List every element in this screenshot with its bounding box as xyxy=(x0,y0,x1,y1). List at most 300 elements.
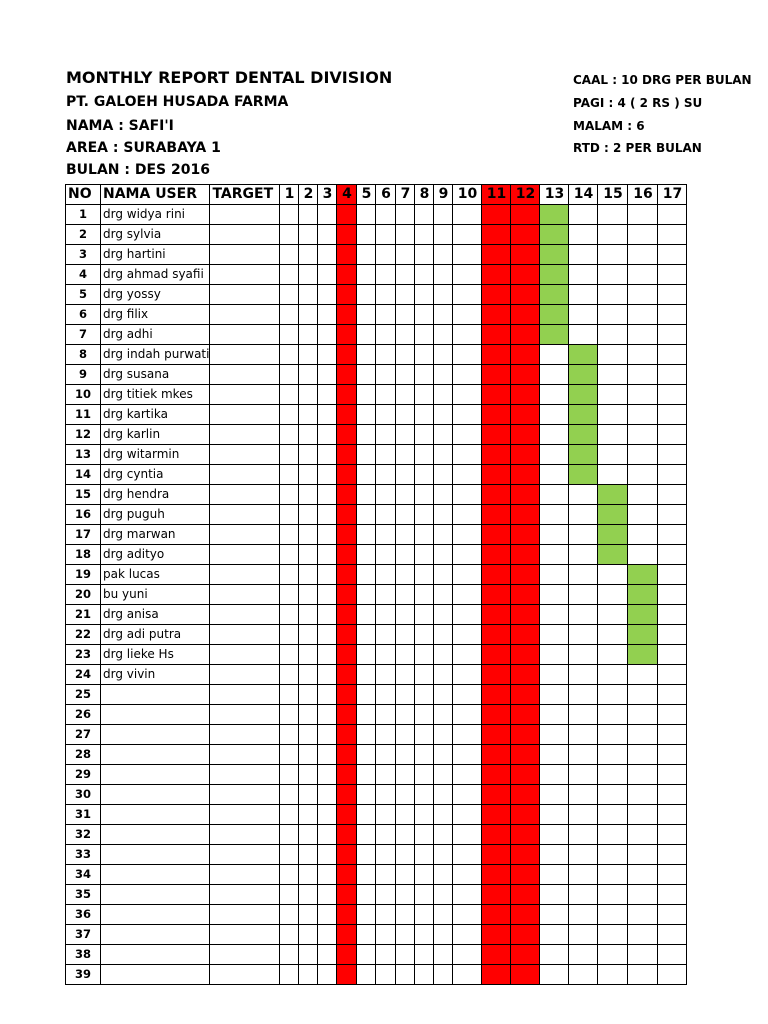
visit-cell xyxy=(540,285,569,305)
day-cell xyxy=(280,765,299,785)
day-cell xyxy=(357,285,376,305)
day-cell xyxy=(598,905,628,925)
row-number: 5 xyxy=(66,285,101,305)
user-name-cell: drg marwan xyxy=(101,525,210,545)
day-cell xyxy=(598,385,628,405)
day-cell xyxy=(299,325,318,345)
user-name-cell xyxy=(101,725,210,745)
day-cell xyxy=(376,645,396,665)
row-number: 8 xyxy=(66,345,101,365)
day-cell xyxy=(628,925,658,945)
day-cell xyxy=(453,425,482,445)
day-cell xyxy=(318,585,337,605)
day-cell xyxy=(434,485,453,505)
day-cell xyxy=(415,885,434,905)
holiday-cell xyxy=(511,305,540,325)
day-cell xyxy=(540,345,569,365)
day-cell xyxy=(299,265,318,285)
row-number: 18 xyxy=(66,545,101,565)
day-cell xyxy=(357,805,376,825)
day-cell xyxy=(396,725,415,745)
user-name-cell: drg anisa xyxy=(101,605,210,625)
day-cell xyxy=(396,325,415,345)
day-cell xyxy=(628,325,658,345)
day-cell xyxy=(628,785,658,805)
day-cell xyxy=(434,885,453,905)
day-cell xyxy=(453,805,482,825)
target-cell xyxy=(210,625,280,645)
holiday-cell xyxy=(337,445,357,465)
day-cell xyxy=(569,325,598,345)
holiday-cell xyxy=(337,845,357,865)
day-cell xyxy=(376,305,396,325)
day-cell xyxy=(569,685,598,705)
day-cell xyxy=(280,385,299,405)
user-name-cell: bu yuni xyxy=(101,585,210,605)
day-cell xyxy=(415,245,434,265)
day-cell xyxy=(415,285,434,305)
day-cell xyxy=(628,845,658,865)
holiday-cell xyxy=(511,865,540,885)
day-cell xyxy=(453,905,482,925)
col-header-day: 13 xyxy=(540,185,569,205)
day-cell xyxy=(376,285,396,305)
day-cell xyxy=(318,525,337,545)
table-row xyxy=(66,645,687,665)
pagi-target: PAGI : 4 ( 2 RS ) SU xyxy=(573,96,703,110)
holiday-cell xyxy=(482,705,511,725)
visit-cell xyxy=(569,425,598,445)
day-cell xyxy=(434,605,453,625)
table-row xyxy=(66,625,687,645)
day-cell xyxy=(598,425,628,445)
company-name: PT. GALOEH HUSADA FARMA xyxy=(66,94,289,110)
holiday-cell xyxy=(511,405,540,425)
day-cell xyxy=(376,445,396,465)
day-cell xyxy=(434,785,453,805)
day-cell xyxy=(299,945,318,965)
day-cell xyxy=(396,905,415,925)
holiday-cell xyxy=(511,785,540,805)
day-cell xyxy=(299,605,318,625)
day-cell xyxy=(299,485,318,505)
day-cell xyxy=(280,825,299,845)
day-cell xyxy=(569,265,598,285)
day-cell xyxy=(376,785,396,805)
col-header-day: 7 xyxy=(396,185,415,205)
day-cell xyxy=(540,905,569,925)
day-cell xyxy=(453,245,482,265)
day-cell xyxy=(598,825,628,845)
holiday-cell xyxy=(482,605,511,625)
table-row xyxy=(66,485,687,505)
day-cell xyxy=(453,785,482,805)
day-cell xyxy=(415,405,434,425)
day-cell xyxy=(658,725,687,745)
day-cell xyxy=(299,365,318,385)
holiday-cell xyxy=(482,905,511,925)
row-number: 22 xyxy=(66,625,101,645)
day-cell xyxy=(434,425,453,445)
holiday-cell xyxy=(511,885,540,905)
day-cell xyxy=(658,605,687,625)
day-cell xyxy=(434,685,453,705)
visit-cell xyxy=(540,305,569,325)
day-cell xyxy=(376,405,396,425)
row-number: 34 xyxy=(66,865,101,885)
target-cell xyxy=(210,785,280,805)
row-number: 30 xyxy=(66,785,101,805)
row-number: 37 xyxy=(66,925,101,945)
day-cell xyxy=(396,745,415,765)
row-number: 16 xyxy=(66,505,101,525)
target-cell xyxy=(210,825,280,845)
day-cell xyxy=(658,445,687,465)
day-cell xyxy=(396,845,415,865)
holiday-cell xyxy=(482,525,511,545)
holiday-cell xyxy=(482,965,511,985)
holiday-cell xyxy=(482,565,511,585)
user-name-cell: drg sylvia xyxy=(101,225,210,245)
day-cell xyxy=(280,925,299,945)
holiday-cell xyxy=(511,545,540,565)
day-cell xyxy=(318,925,337,945)
day-cell xyxy=(376,825,396,845)
target-cell xyxy=(210,405,280,425)
visit-cell xyxy=(628,605,658,625)
day-cell xyxy=(280,625,299,645)
holiday-cell xyxy=(511,665,540,685)
day-cell xyxy=(357,405,376,425)
day-cell xyxy=(628,265,658,285)
day-cell xyxy=(628,905,658,925)
col-header-day: 9 xyxy=(434,185,453,205)
holiday-cell xyxy=(482,885,511,905)
row-number: 4 xyxy=(66,265,101,285)
day-cell xyxy=(598,805,628,825)
target-cell xyxy=(210,565,280,585)
day-cell xyxy=(569,785,598,805)
day-cell xyxy=(453,605,482,625)
holiday-cell xyxy=(511,905,540,925)
target-cell xyxy=(210,385,280,405)
user-name-cell: drg titiek mkes xyxy=(101,385,210,405)
day-cell xyxy=(396,605,415,625)
holiday-cell xyxy=(482,585,511,605)
holiday-cell xyxy=(337,305,357,325)
day-cell xyxy=(396,785,415,805)
table-row xyxy=(66,245,687,265)
day-cell xyxy=(598,565,628,585)
day-cell xyxy=(434,205,453,225)
row-number: 38 xyxy=(66,945,101,965)
day-cell xyxy=(540,725,569,745)
row-number: 23 xyxy=(66,645,101,665)
user-name-cell: drg ahmad syafii xyxy=(101,265,210,285)
day-cell xyxy=(415,625,434,645)
holiday-cell xyxy=(482,305,511,325)
visit-cell xyxy=(628,565,658,585)
day-cell xyxy=(357,385,376,405)
day-cell xyxy=(280,885,299,905)
day-cell xyxy=(453,385,482,405)
day-cell xyxy=(540,445,569,465)
day-cell xyxy=(453,325,482,345)
day-cell xyxy=(280,505,299,525)
day-cell xyxy=(628,405,658,425)
visit-cell xyxy=(540,225,569,245)
day-cell xyxy=(434,625,453,645)
day-cell xyxy=(434,465,453,485)
user-name-cell: drg widya rini xyxy=(101,205,210,225)
holiday-cell xyxy=(337,385,357,405)
day-cell xyxy=(415,705,434,725)
table-row xyxy=(66,285,687,305)
holiday-cell xyxy=(511,245,540,265)
user-name-cell: drg adityo xyxy=(101,545,210,565)
day-cell xyxy=(453,885,482,905)
day-cell xyxy=(376,545,396,565)
day-cell xyxy=(453,585,482,605)
day-cell xyxy=(415,645,434,665)
day-cell xyxy=(658,645,687,665)
day-cell xyxy=(628,305,658,325)
day-cell xyxy=(434,385,453,405)
holiday-cell xyxy=(482,505,511,525)
holiday-cell xyxy=(511,425,540,445)
day-cell xyxy=(658,485,687,505)
day-cell xyxy=(569,965,598,985)
day-cell xyxy=(453,965,482,985)
day-cell xyxy=(434,585,453,605)
holiday-cell xyxy=(337,945,357,965)
target-cell xyxy=(210,905,280,925)
holiday-cell xyxy=(337,685,357,705)
day-cell xyxy=(453,705,482,725)
visit-cell xyxy=(598,545,628,565)
holiday-cell xyxy=(511,365,540,385)
day-cell xyxy=(396,285,415,305)
day-cell xyxy=(396,945,415,965)
day-cell xyxy=(396,425,415,445)
user-name-cell xyxy=(101,845,210,865)
day-cell xyxy=(628,485,658,505)
holiday-cell xyxy=(337,525,357,545)
day-cell xyxy=(376,965,396,985)
visit-cell xyxy=(540,205,569,225)
day-cell xyxy=(598,225,628,245)
day-cell xyxy=(598,445,628,465)
col-header-day: 4 xyxy=(337,185,357,205)
day-cell xyxy=(569,845,598,865)
day-cell xyxy=(415,205,434,225)
day-cell xyxy=(415,965,434,985)
table-row xyxy=(66,505,687,525)
table-row xyxy=(66,825,687,845)
holiday-cell xyxy=(337,425,357,445)
day-cell xyxy=(598,845,628,865)
table-row xyxy=(66,345,687,365)
day-cell xyxy=(357,885,376,905)
user-name-cell xyxy=(101,805,210,825)
day-cell xyxy=(540,645,569,665)
day-cell xyxy=(280,445,299,465)
day-cell xyxy=(434,445,453,465)
day-cell xyxy=(434,745,453,765)
day-cell xyxy=(658,785,687,805)
day-cell xyxy=(396,705,415,725)
day-cell xyxy=(628,385,658,405)
day-cell xyxy=(598,885,628,905)
day-cell xyxy=(318,405,337,425)
table-row xyxy=(66,465,687,485)
table-row xyxy=(66,705,687,725)
month-label: BULAN : DES 2016 xyxy=(66,162,210,178)
holiday-cell xyxy=(482,945,511,965)
day-cell xyxy=(434,865,453,885)
day-cell xyxy=(318,805,337,825)
user-name-cell xyxy=(101,925,210,945)
day-cell xyxy=(453,505,482,525)
day-cell xyxy=(280,485,299,505)
user-name-cell xyxy=(101,885,210,905)
day-cell xyxy=(357,965,376,985)
day-cell xyxy=(318,325,337,345)
holiday-cell xyxy=(482,785,511,805)
day-cell xyxy=(453,465,482,485)
col-header-day: 12 xyxy=(511,185,540,205)
holiday-cell xyxy=(511,945,540,965)
holiday-cell xyxy=(511,465,540,485)
day-cell xyxy=(628,345,658,365)
day-cell xyxy=(396,205,415,225)
day-cell xyxy=(540,845,569,865)
target-cell xyxy=(210,465,280,485)
day-cell xyxy=(598,965,628,985)
day-cell xyxy=(299,345,318,365)
day-cell xyxy=(357,945,376,965)
visit-cell xyxy=(628,585,658,605)
day-cell xyxy=(658,305,687,325)
day-cell xyxy=(628,685,658,705)
table-row xyxy=(66,445,687,465)
day-cell xyxy=(598,585,628,605)
day-cell xyxy=(318,865,337,885)
day-cell xyxy=(357,685,376,705)
holiday-cell xyxy=(482,465,511,485)
col-header-day: 14 xyxy=(569,185,598,205)
target-cell xyxy=(210,765,280,785)
day-cell xyxy=(540,665,569,685)
day-cell xyxy=(569,905,598,925)
holiday-cell xyxy=(337,825,357,845)
day-cell xyxy=(415,605,434,625)
day-cell xyxy=(540,605,569,625)
holiday-cell xyxy=(511,705,540,725)
day-cell xyxy=(318,625,337,645)
holiday-cell xyxy=(482,345,511,365)
day-cell xyxy=(299,645,318,665)
day-cell xyxy=(628,425,658,445)
day-cell xyxy=(280,965,299,985)
day-cell xyxy=(280,405,299,425)
day-cell xyxy=(434,505,453,525)
visit-cell xyxy=(569,405,598,425)
target-cell xyxy=(210,725,280,745)
day-cell xyxy=(357,665,376,685)
holiday-cell xyxy=(482,925,511,945)
holiday-cell xyxy=(337,485,357,505)
day-cell xyxy=(569,585,598,605)
day-cell xyxy=(376,845,396,865)
holiday-cell xyxy=(337,205,357,225)
day-cell xyxy=(280,525,299,545)
day-cell xyxy=(598,205,628,225)
day-cell xyxy=(415,565,434,585)
holiday-cell xyxy=(511,205,540,225)
day-cell xyxy=(598,925,628,945)
target-cell xyxy=(210,645,280,665)
day-cell xyxy=(299,885,318,905)
day-cell xyxy=(318,305,337,325)
row-number: 25 xyxy=(66,685,101,705)
row-number: 24 xyxy=(66,665,101,685)
day-cell xyxy=(540,485,569,505)
visit-cell xyxy=(628,645,658,665)
holiday-cell xyxy=(511,925,540,945)
day-cell xyxy=(415,765,434,785)
day-cell xyxy=(357,545,376,565)
day-cell xyxy=(598,725,628,745)
target-cell xyxy=(210,265,280,285)
day-cell xyxy=(376,765,396,785)
holiday-cell xyxy=(482,425,511,445)
day-cell xyxy=(569,225,598,245)
day-cell xyxy=(658,365,687,385)
table-row xyxy=(66,305,687,325)
day-cell xyxy=(280,425,299,445)
day-cell xyxy=(415,825,434,845)
day-cell xyxy=(598,265,628,285)
day-cell xyxy=(376,725,396,745)
col-header-day: 15 xyxy=(598,185,628,205)
holiday-cell xyxy=(337,865,357,885)
day-cell xyxy=(569,305,598,325)
day-cell xyxy=(658,565,687,585)
day-cell xyxy=(376,525,396,545)
day-cell xyxy=(453,645,482,665)
day-cell xyxy=(453,685,482,705)
user-name-cell: drg vivin xyxy=(101,665,210,685)
day-cell xyxy=(376,225,396,245)
day-cell xyxy=(658,205,687,225)
day-cell xyxy=(434,225,453,245)
day-cell xyxy=(658,585,687,605)
day-cell xyxy=(280,205,299,225)
day-cell xyxy=(299,245,318,265)
target-cell xyxy=(210,845,280,865)
holiday-cell xyxy=(337,405,357,425)
day-cell xyxy=(376,365,396,385)
day-cell xyxy=(318,645,337,665)
holiday-cell xyxy=(337,725,357,745)
day-cell xyxy=(598,405,628,425)
holiday-cell xyxy=(511,645,540,665)
target-cell xyxy=(210,805,280,825)
day-cell xyxy=(434,705,453,725)
day-cell xyxy=(396,525,415,545)
target-cell xyxy=(210,525,280,545)
